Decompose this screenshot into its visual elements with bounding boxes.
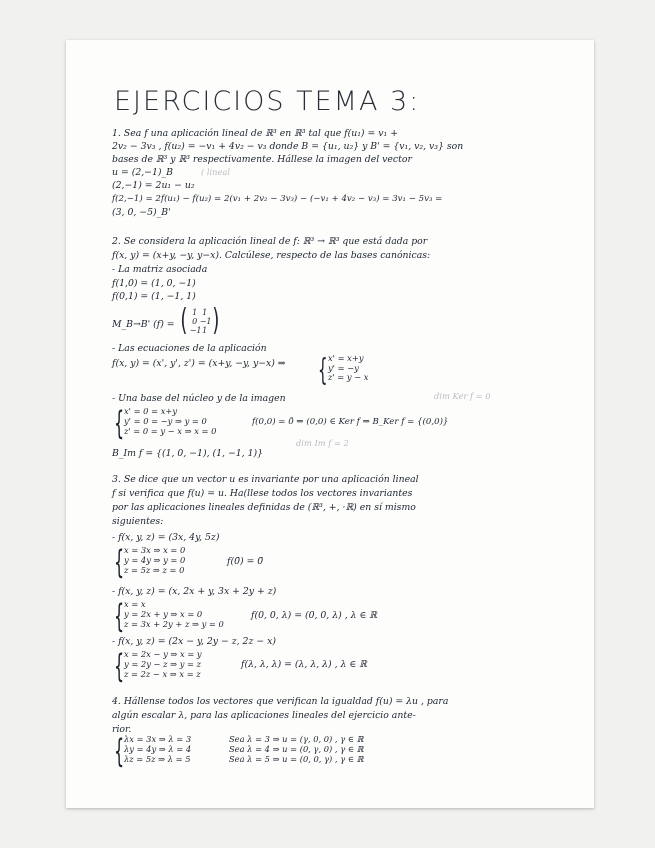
ex3-line-2: f si verifica que f(u) = u. Ha(llese todos los vectores invariantes (112, 488, 413, 499)
ex3-c-brace: { (114, 647, 125, 685)
ex3-c-head: - f(x, y, z) = (2x − y, 2y − z, 2z − x) (112, 636, 276, 647)
matrix-cell: 1 (202, 307, 208, 317)
ex3-line-1: 3. Se dice que un vector u es invariante por una aplicación lineal (112, 474, 419, 485)
notebook-page (66, 40, 594, 808)
ex3-c-eq3: z = 2z − x ⇒ x = z (124, 669, 201, 679)
ex4-sys (124, 734, 191, 764)
ex3-b-brace: { (114, 597, 125, 635)
ex2-sys1 (328, 354, 368, 383)
ex2-line-1: 2. Se considera la aplicación lineal de f: ℝ³ → ℝ³ que está dada por (112, 236, 428, 247)
ex4-line-1: 4. Hállense todos los vectores que verifican la igualdad f(u) = λu , para (112, 696, 449, 707)
ex2-sys1-brace: { (318, 353, 328, 388)
ex3-a-eq2: y = 4y ⇒ y = 0 (124, 555, 186, 565)
ex4-eq3: λz = 5z ⇒ λ = 5 (124, 754, 191, 764)
ex3-line-3: por las aplicaciones lineales definidas de (ℝ³, +, ·ℝ) en sí mismo (112, 502, 416, 513)
ex3-b-sys (124, 599, 224, 629)
ex2-line-6: - Las ecuaciones de la aplicación (112, 343, 267, 354)
ex2-line-5: f(0,1) = (1, −1, 1) (112, 291, 196, 302)
ex2-line-4: f(1,0) = (1, 0, −1) (112, 278, 196, 289)
ex3-a-eq1: x = 3x ⇒ x = 0 (124, 545, 186, 555)
ex4-eq2: λy = 4y ⇒ λ = 4 (124, 744, 192, 754)
ex2-matrix-label: M_B→B' (f) = (112, 319, 175, 330)
ex4-result-2: Sea λ = 4 ⇒ u = (0, γ, 0) , γ ∈ ℝ (229, 744, 364, 754)
ex1-line-4: u = (2,−1)_B (112, 167, 173, 178)
ex3-a-eq3: z = 5z ⇒ z = 0 (124, 565, 185, 575)
ex3-b-eq1: x = x (124, 599, 146, 609)
ex3-line-4: siguientes: (112, 516, 164, 527)
ex1-line-2: 2v₂ − 3v₃ , f(u₂) = −v₁ + 4v₂ − v₃ donde B = {u₁, u₂} y B' = {v₁, v₂, v₃} son (112, 141, 464, 152)
ex4-result-1: Sea λ = 3 ⇒ u = (γ, 0, 0) , γ ∈ ℝ (229, 734, 364, 744)
ex4-brace: { (114, 732, 125, 770)
ex2-image-basis: B_Im f = {(1, 0, −1), (1, −1, 1)} (112, 448, 264, 459)
ex2-sys2 (124, 406, 216, 436)
matrix-cell: −1 (189, 325, 202, 335)
ex3-a-brace: { (114, 543, 125, 581)
matrix-cell: 1 (202, 325, 208, 335)
ex3-b-result: f(0, 0, λ) = (0, 0, λ) , λ ∈ ℝ (251, 610, 378, 621)
ex2-line-8: - Una base del núcleo y de la imagen (112, 393, 286, 404)
ex2-sys1-eq2: y' = −y (328, 362, 359, 373)
ex4-line-3: rior. (112, 724, 132, 735)
ex3-b-eq3: z = 3x + 2y + z ⇒ y = 0 (124, 619, 224, 629)
matrix-left-paren: ( (180, 303, 188, 338)
ex4-result-3: Sea λ = 5 ⇒ u = (0, 0, γ) , γ ∈ ℝ (229, 754, 364, 764)
ex3-c-eq1: x = 2x − y ⇒ x = y (124, 649, 202, 659)
ex2-dim-ker-note: dim Ker f = 0 (434, 391, 491, 401)
ex2-line-7: f(x, y) = (x', y', z') = (x+y, −y, y−x) ⇒ (112, 358, 286, 369)
ex2-sys1-eq1: x' = x+y (328, 353, 364, 363)
ex1-line-7: (3, 0, −5)_B' (112, 207, 171, 218)
ex3-a-head: - f(x, y, z) = (3x, 4y, 5z) (112, 532, 220, 543)
ex2-sys2-eq2: y' = 0 = −y ⇒ y = 0 (124, 416, 207, 426)
ex2-sys2-eq3: z' = 0 = y − x ⇒ x = 0 (124, 426, 217, 436)
ex3-c-sys (124, 649, 202, 679)
ex3-b-eq2: y = 2x + y ⇒ x = 0 (124, 609, 203, 619)
ex1-line-6: f(2,−1) = 2f(u₁) − f(u₂) = 2(v₁ + 2v₂ − 3v₃) − (−v₁ + 4v₂ − v₃) = 3v₁ − 5v₃ = (112, 194, 443, 204)
ex1-line-1: 1. Sea f una aplicación lineal de ℝ³ en ℝ³ tal que f(u₁) = v₁ + (112, 128, 398, 139)
matrix-cell: 1 (192, 307, 198, 317)
ex2-dim-im-note: dim Im f = 2 (296, 438, 349, 448)
ex3-c-result: f(λ, λ, λ) = (λ, λ, λ) , λ ∈ ℝ (241, 659, 367, 670)
ex3-c-eq2: y = 2y − z ⇒ y = z (124, 659, 201, 669)
ex4-results (229, 734, 363, 764)
page-title: EJERCICIOS TEMA 3: (114, 86, 421, 117)
ex2-line-2: f(x, y) = (x+y, −y, y−x). Calcúlese, respecto de las bases canónicas: (112, 250, 431, 261)
ex4-eq1: λx = 3x ⇒ λ = 3 (124, 734, 192, 744)
ex2-sys2-eq1: x' = 0 = x+y (124, 406, 178, 416)
matrix-cell: −1 (199, 316, 212, 326)
ex3-a-sys (124, 545, 185, 575)
ex1-margin-note: ( lineal (201, 167, 231, 177)
ex2-kernel: f(0,0) = 0̄ ⇒ (0,0) ∈ Ker f ⇒ B_Ker f = {(0,0)} (252, 417, 449, 427)
ex3-b-head: - f(x, y, z) = (x, 2x + y, 3x + 2y + z) (112, 586, 277, 597)
ex2-line-3: - La matriz asociada (112, 264, 208, 275)
ex1-line-5: (2,−1) = 2u₁ − u₂ (112, 180, 195, 191)
ex2-matrix (178, 303, 221, 338)
matrix-right-paren: ) (212, 303, 220, 338)
matrix-cells (190, 308, 210, 335)
ex2-sys2-brace: { (114, 404, 125, 442)
matrix-cell: 0 (192, 316, 198, 326)
ex2-sys1-eq3: z' = y − x (328, 372, 369, 382)
ex4-line-2: algún escalar λ, para las aplicaciones lineales del ejercicio ante- (112, 710, 416, 721)
ex1-line-3: bases de ℝ³ y ℝ³ respectivamente. Hállese la imagen del vector (112, 154, 412, 165)
ex3-a-result: f(0̄) = 0̄ (227, 556, 264, 567)
